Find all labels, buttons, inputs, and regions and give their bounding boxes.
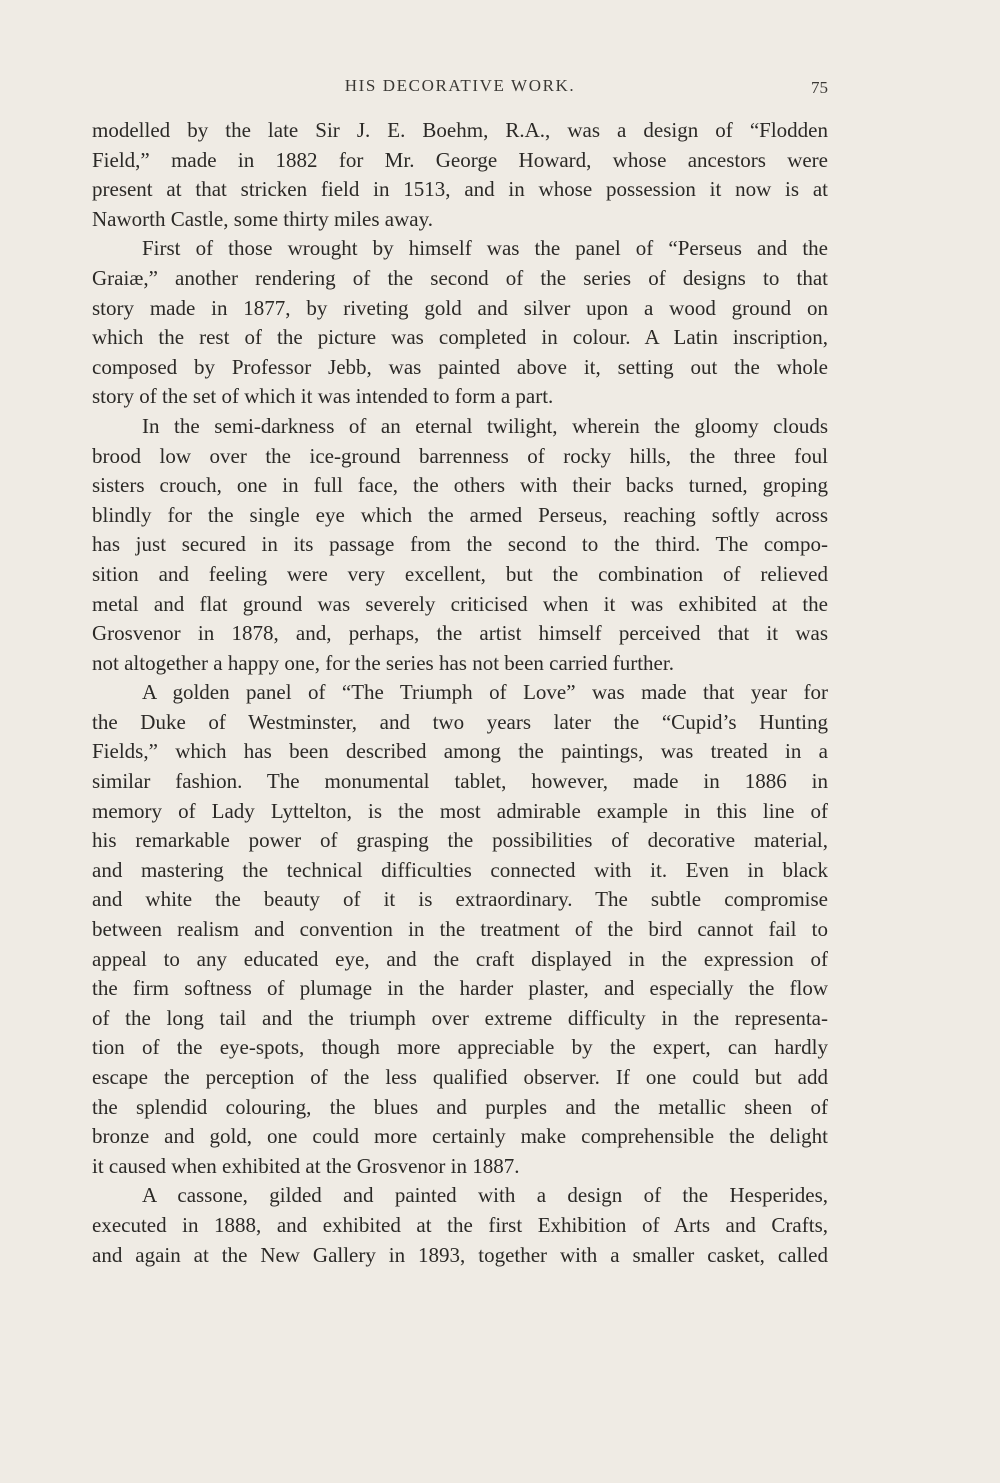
text-line: A cassone, gilded and painted with a design of the Hesperides, bbox=[142, 1183, 828, 1208]
text-line: his remarkable power of grasping the possibilities of decorative material, bbox=[92, 828, 828, 853]
text-line: sition and feeling were very excellent, but the combination of relieved bbox=[92, 561, 828, 586]
text-line: the Duke of Westminster, and two years later the “Cupid’s Hunting bbox=[92, 709, 828, 734]
text-line: composed by Professor Jebb, was painted above it, setting out the whole bbox=[92, 354, 828, 379]
text-line: the splendid colouring, the blues and purples and the metallic sheen of bbox=[92, 1094, 828, 1119]
text-line: it caused when exhibited at the Grosvenor in 1887. bbox=[92, 1153, 520, 1178]
text-line: memory of Lady Lyttelton, is the most admirable example in this line of bbox=[92, 798, 828, 823]
running-header bbox=[92, 76, 828, 102]
text-line: modelled by the late Sir J. E. Boehm, R.A., was a design of “Flodden bbox=[92, 118, 828, 142]
text-line: sisters crouch, one in full face, the others with their backs turned, groping bbox=[92, 473, 828, 498]
body-text bbox=[92, 116, 828, 1270]
text-line: between realism and convention in the treatment of the bird cannot fail to bbox=[92, 917, 828, 942]
text-line: the firm softness of plumage in the harder plaster, and especially the flow bbox=[92, 976, 828, 1001]
text-line: bronze and gold, one could more certainly make comprehensible the delight bbox=[92, 1124, 828, 1149]
text-line: A golden panel of “The Triumph of Love” was made that year for bbox=[142, 680, 828, 705]
text-line: First of those wrought by himself was the panel of “Perseus and the bbox=[142, 236, 828, 261]
text-line: and white the beauty of it is extraordinary. The subtle compromise bbox=[92, 887, 828, 912]
text-line: of the long tail and the triumph over extreme difficulty in the representa- bbox=[92, 1005, 828, 1030]
text-line: and mastering the technical difficulties connected with it. Even in black bbox=[92, 857, 828, 882]
text-line: blindly for the single eye which the armed Perseus, reaching softly across bbox=[92, 502, 828, 527]
text-line: which the rest of the picture was completed in colour. A Latin inscription, bbox=[92, 325, 828, 350]
text-line: Fields,” which has been described among the paintings, was treated in a bbox=[92, 739, 828, 764]
running-title: HIS DECORATIVE WORK. bbox=[344, 76, 576, 95]
text-line: present at that stricken field in 1513, and in whose possession it now is at bbox=[92, 177, 828, 202]
text-line: Graiæ,” another rendering of the second of the series of designs to that bbox=[92, 265, 828, 290]
text-line: metal and flat ground was severely criticised when it was exhibited at the bbox=[92, 591, 828, 616]
text-line: not altogether a happy one, for the series has not been carried further. bbox=[92, 650, 674, 675]
text-line: Naworth Castle, some thirty miles away. bbox=[92, 206, 433, 231]
text-line: escape the perception of the less qualified observer. If one could but add bbox=[92, 1065, 828, 1089]
text-line: appeal to any educated eye, and the craft displayed in the expression of bbox=[92, 946, 828, 971]
text-line: tion of the eye-spots, though more appreciable by the expert, can hardly bbox=[92, 1035, 828, 1060]
text-line: In the semi-darkness of an eternal twilight, wherein the gloomy clouds bbox=[142, 413, 828, 438]
text-line: similar fashion. The monumental tablet, however, made in 1886 in bbox=[92, 769, 828, 794]
text-line: executed in 1888, and exhibited at the first Exhibition of Arts and Crafts, bbox=[92, 1212, 828, 1237]
text-line: Grosvenor in 1878, and, perhaps, the artist himself perceived that it was bbox=[92, 621, 828, 646]
text-line: brood low over the ice-ground barrenness of rocky hills, the three foul bbox=[92, 443, 828, 468]
text-line: story of the set of which it was intended to form a part. bbox=[92, 384, 554, 409]
page-number: 75 bbox=[811, 78, 828, 97]
text-line: Field,” made in 1882 for Mr. George Howard, whose ancestors were bbox=[92, 147, 828, 172]
text-line: story made in 1877, by riveting gold and silver upon a wood ground on bbox=[92, 295, 828, 320]
text-line: has just secured in its passage from the second to the third. The compo- bbox=[92, 532, 828, 557]
text-line: and again at the New Gallery in 1893, together with a smaller casket, called bbox=[92, 1242, 828, 1267]
